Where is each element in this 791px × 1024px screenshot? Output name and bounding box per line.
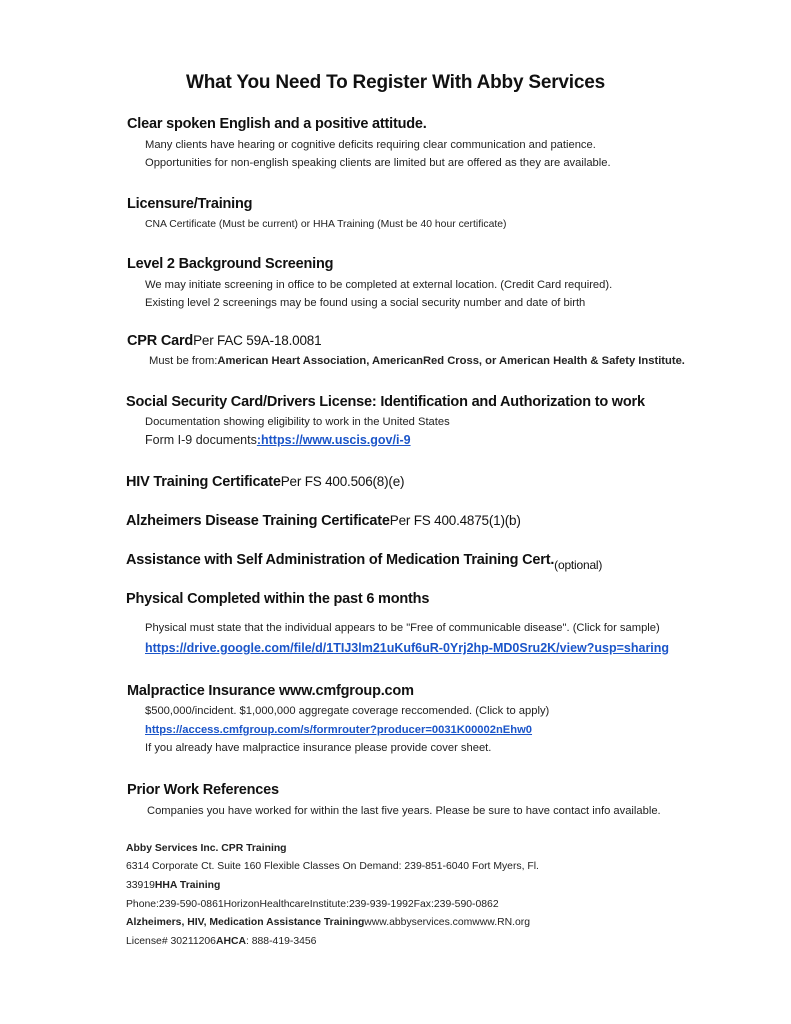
footer-phones: Phone:239-590-0861HorizonHealthcareInstitute:239-939-1992Fax:239-590-0862 [126,899,499,910]
malpractice-apply-link[interactable]: https://access.cmfgroup.com/s/formrouter?producer=0031K00002nEhw0 [145,724,533,736]
page-title: What You Need To Register With Abby Services [186,72,605,93]
physical-line-1: Physical must state that the individual appears to be "Free of communicable disease". (Click for sample) [145,622,660,634]
footer-hha-label: HHA Training [154,880,221,891]
licensure-line-1: CNA Certificate (Must be current) or HHA Training (Must be 40 hour certificate) [145,219,507,230]
med-heading [126,552,602,572]
english-line-2: Opportunities for non-english speaking clients are limited but are offered as they are available. [145,157,611,169]
ssn-line-prefix: Form I-9 documents [145,433,257,447]
ssn-heading: Social Security Card/Drivers License: Identification and Authorization to work [126,394,645,410]
licensure-heading: Licensure/Training [127,196,253,212]
footer-license: License# 30211206 [126,936,216,947]
physical-heading: Physical Completed within the past 6 months [126,591,430,607]
references-line-1: Companies you have worked for within the last five years. Please be sure to have contact info available. [147,805,661,817]
uscis-link[interactable]: :https://www.uscis.gov/i-9 [256,433,411,447]
cpr-line-prefix: Must be from: [149,355,218,367]
footer-address: 6314 Corporate Ct. Suite 160 Flexible Classes On Demand: 239-851-6040 Fort Myers, Fl. [126,861,539,872]
malpractice-line-3: If you already have malpractice insurance please provide cover sheet. [145,742,492,754]
hiv-heading [126,474,404,490]
med-heading-label: Assistance with Self Administration of Medication Training Cert. [126,552,555,568]
footer-ahca-label: AHCA [215,936,246,947]
med-heading-note: (optional) [554,558,603,572]
footer-websites: www.abbyservices.comwww.RN.org [364,917,531,928]
background-line-1: We may initiate screening in office to be completed at external location. (Credit Card required). [145,279,613,291]
background-heading: Level 2 Background Screening [127,256,334,272]
english-heading: Clear spoken English and a positive attitude. [127,116,427,132]
physical-sample-link[interactable]: https://drive.google.com/file/d/1TIJ3lm21uKuf6uR-0Yrj2hp-MD0Sru2K/view?usp=sharing [145,641,670,655]
footer-zip: 33919 [126,880,155,891]
alz-heading [126,513,521,529]
hiv-heading-note: Per FS 400.506(8)(e) [280,474,405,489]
cpr-heading [127,333,321,349]
footer-cpr-training: Abby Services Inc. CPR Training [126,843,287,854]
footer-training-line [126,917,530,928]
cpr-heading-label: CPR Card [127,333,194,349]
references-heading: Prior Work References [127,782,279,798]
cpr-line-1 [149,355,685,367]
cpr-heading-note: Per FAC 59A-18.0081 [193,333,322,348]
footer-zip-hha [126,880,220,891]
malpractice-line-1: $500,000/incident. $1,000,000 aggregate coverage reccomended. (Click to apply) [145,705,550,717]
background-line-2: Existing level 2 screenings may be found using a social security number and date of birth [145,297,586,309]
alz-heading-label: Alzheimers Disease Training Certificate [126,513,390,529]
alz-heading-note: Per FS 400.4875(1)(b) [389,513,521,528]
footer-license-line [126,936,316,947]
english-line-1: Many clients have hearing or cognitive deficits requiring clear communication and patience. [145,139,596,151]
ssn-line-2 [145,433,411,447]
hiv-heading-label: HIV Training Certificate [126,474,281,490]
ssn-line-1: Documentation showing eligibility to work in the United States [145,416,450,428]
footer-ahca-phone: : 888-419-3456 [245,936,317,947]
cpr-line-orgs: American Heart Association, AmericanRed Cross, or American Health & Safety Institute. [217,355,685,367]
malpractice-heading: Malpractice Insurance www.cmfgroup.com [127,683,414,699]
footer-training-label: Alzheimers, HIV, Medication Assistance Training [126,917,365,928]
